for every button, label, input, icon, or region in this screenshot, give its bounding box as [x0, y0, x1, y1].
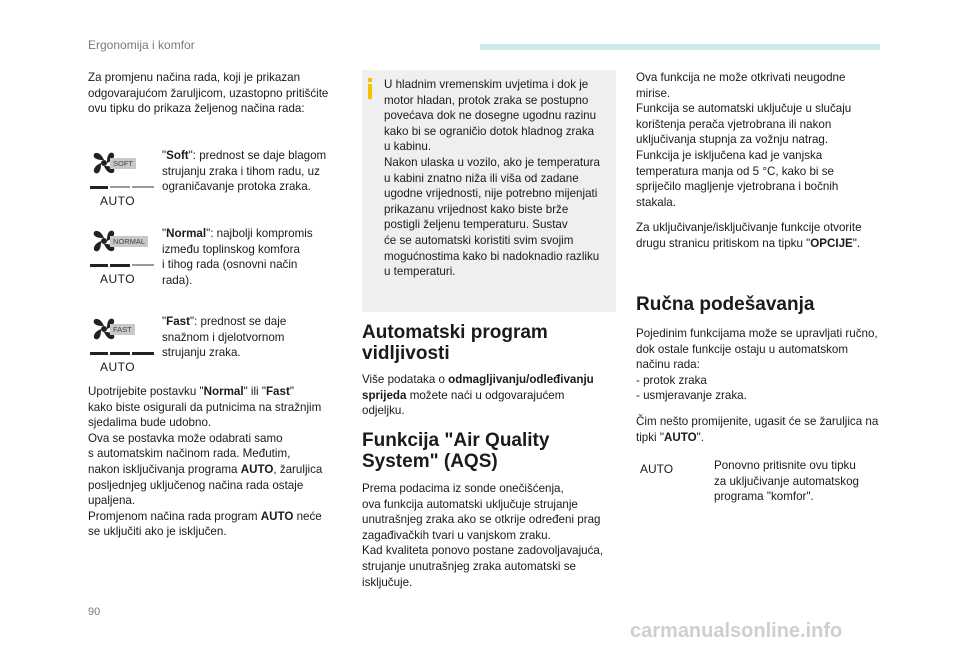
- normal-description: "Normal": najbolji kompromis između toplinskog komfora i tihog rada (osnovni način rada).: [162, 227, 313, 287]
- heading-auto-visibility: Automatski program vidljivosti: [362, 322, 548, 364]
- odor-text: Ova funkcija ne može otkrivati neugodne mirise. Funkcija se automatski uključuje u slučaju korištenja perača vjetrobrana ili nakon uključivanja stupnja za vožnju natrag. Funkcija je isključena kad je vanjska temperatura manja od 5 °C, kako bi se spriječilo magljenje vjetrobrana i bočnih stakala.: [636, 71, 852, 209]
- bullet-text: Ponovno pritisnite ovu tipku za uključivanje automatskog programa "komfor".: [714, 459, 860, 504]
- page-number: 90: [88, 606, 101, 618]
- normal-tag: NORMAL: [110, 236, 148, 247]
- fast-tag: FAST: [110, 324, 135, 335]
- fan-icon: [90, 148, 160, 194]
- auto-off-text: Čim nešto promijenite, ugasit će se žaruljica na tipki "AUTO".: [636, 415, 879, 444]
- soft-description: "Soft": prednost se daje blagom strujanju zraka i tihom radu, uz ograničavanje protoka zraka.: [162, 149, 327, 194]
- info-text: U hladnim vremenskim uvjetima i dok je motor hladan, protok zraka se postupno povećava dok ne dosegne ugodnu razinu kako bi se ograničio dotok hladnog zraka u kabinu. Nakon ulaska u vozilo, ako je temperatura u kabini znatno niža ili viša od zadane ugodne vrijednosti, nije potrebno mijenjati prikazanu vrijednost kako biste brže postigli željenu temperaturu. Sustav će se automatski koristiti svim svojim mogućnostima kako bi nadoknadio razliku u temperaturi.: [384, 78, 600, 279]
- usage-text: Upotrijebite postavku "Normal" ili "Fast" kako biste osigurali da putnicima na stražnjim sjedalima bude udobno. Ova se postavka može odabrati samo s automatskim načinom rada. Međutim, nakon isključivanja programa AUTO, žaruljica posljednjeg uključenog načina rada ostaje upaljena. Promjenom načina rada program AUTO neće se uključiti ako je isključen.: [88, 385, 323, 539]
- fast-description: "Fast": prednost se daje snažnom i djelotvornom strujanju zraka.: [162, 315, 287, 360]
- fan-icon: [90, 226, 160, 272]
- soft-tag: SOFT: [110, 158, 136, 169]
- soft-mode-icon: [90, 148, 160, 194]
- fan-icon: [90, 314, 160, 360]
- watermark: carmanualsonline.info: [630, 620, 843, 642]
- heading-manual: Ručna podešavanja: [636, 294, 815, 315]
- fast-mode-icon: [90, 314, 160, 360]
- auto-label: AUTO: [100, 360, 136, 374]
- auto-label: AUTO: [100, 194, 136, 208]
- visibility-text: Više podataka o odmagljivanju/odleđivanju sprijeda možete naći u odgovarajućem odjeljku.: [362, 373, 594, 418]
- normal-mode-icon: [90, 226, 160, 272]
- header-bar: [480, 44, 880, 50]
- aqs-text: Prema podacima iz sonde onečišćenja, ova funkcija automatski uključuje strujanje unutrašnjeg zraka ako se otkrije određeni prag zagađivačkih tvari u vanjskom zraku. Kad kvaliteta ponovo postane zadovoljavajuća, strujanje unutrašnjeg zraka automatski se isključuje.: [362, 482, 604, 589]
- auto-button-label: AUTO: [640, 462, 674, 476]
- heading-aqs: Funkcija "Air Quality System" (AQS): [362, 430, 550, 472]
- options-text: Za uključivanje/isključivanje funkcije otvorite drugu stranicu pritiskom na tipku "OPCIJE".: [636, 221, 862, 250]
- info-icon: [367, 78, 373, 100]
- intro-text: Za promjenu načina rada, koji je prikazan odgovarajućom žaruljicom, uzastopno pritišćite ovu tipku do prikaza željenog načina rada:: [88, 71, 329, 116]
- manual-text: Pojedinim funkcijama može se upravljati ručno, dok ostale funkcije ostaju u automatskom načinu rada: - protok zraka - usmjeravanje zraka.: [636, 327, 878, 403]
- auto-label: AUTO: [100, 272, 136, 286]
- page-header-title: Ergonomija i komfor: [88, 38, 195, 52]
